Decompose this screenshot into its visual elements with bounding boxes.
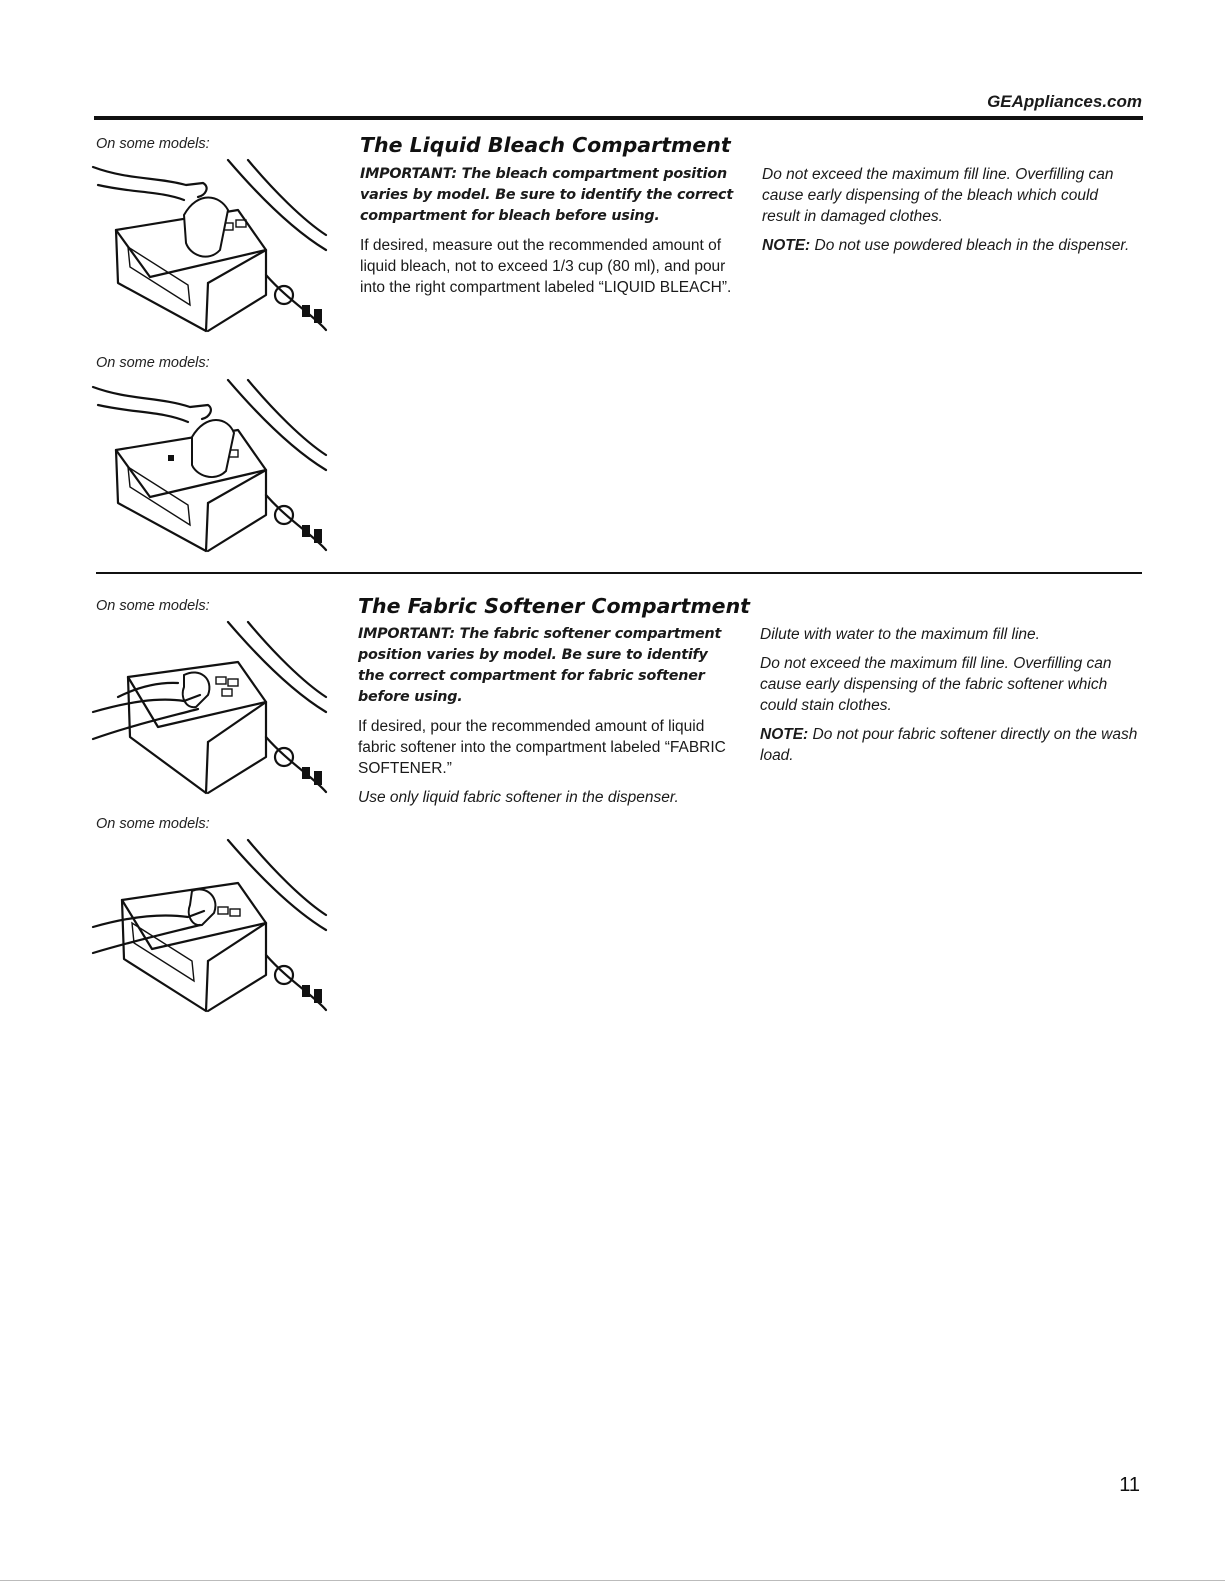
important-notice: IMPORTANT: The bleach compartment position varies by model. Be sure to identify the correct compartment for bleach before using. — [360, 166, 733, 224]
illustration-caption: On some models: — [96, 136, 210, 152]
page-number: 11 — [1119, 1474, 1140, 1496]
softener-dispenser-illustration — [88, 835, 328, 1015]
overfill-warning: Do not exceed the maximum fill line. Overfilling can cause early dispensing of the fabric softener which could stain clothes. — [760, 655, 1112, 714]
note-text: Do not pour fabric softener directly on the wash load. — [760, 726, 1138, 764]
bleach-dispenser-illustration — [88, 155, 328, 335]
illustration-caption: On some models: — [96, 355, 210, 371]
header-rule — [94, 116, 1143, 120]
bleach-instructions: If desired, measure out the recommended amount of liquid bleach, not to exceed 1/3 cup (80 ml), and pour into the right compartment labeled “LIQUID BLEACH”. — [360, 237, 732, 296]
softener-dispenser-illustration — [88, 617, 328, 797]
illustration-caption: On some models: — [96, 598, 210, 614]
note-text: Do not use powdered bleach in the dispenser. — [810, 237, 1130, 254]
overfill-warning: Do not exceed the maximum fill line. Overfilling can cause early dispensing of the bleach which could result in damaged clothes. — [762, 166, 1114, 225]
section-title-fabric-softener: The Fabric Softener Compartment — [358, 594, 750, 618]
use-only-liquid: Use only liquid fabric softener in the dispenser. — [358, 789, 679, 806]
section-divider — [96, 572, 1142, 574]
bleach-note — [762, 235, 1132, 256]
illustration-caption: On some models: — [96, 816, 210, 832]
page-bottom-edge — [0, 1580, 1225, 1581]
softener-note — [760, 724, 1145, 766]
softener-instructions: If desired, pour the recommended amount of liquid fabric softener into the compartment labeled “FABRIC SOFTENER.” — [358, 718, 726, 777]
important-notice: IMPORTANT: The fabric softener compartment position varies by model. Be sure to identify the correct compartment for fabric softener before using. — [358, 626, 722, 705]
section-title-liquid-bleach: The Liquid Bleach Compartment — [360, 133, 731, 157]
bleach-dispenser-illustration — [88, 375, 328, 555]
site-url: GEAppliances.com — [987, 92, 1142, 111]
note-label: NOTE: — [760, 726, 809, 743]
bleach-right-column — [762, 164, 1132, 264]
softener-right-column — [760, 624, 1145, 774]
bleach-left-column — [360, 164, 735, 306]
softener-left-column — [358, 624, 736, 816]
note-label: NOTE: — [762, 237, 811, 254]
dilute-instruction: Dilute with water to the maximum fill line. — [760, 626, 1040, 643]
